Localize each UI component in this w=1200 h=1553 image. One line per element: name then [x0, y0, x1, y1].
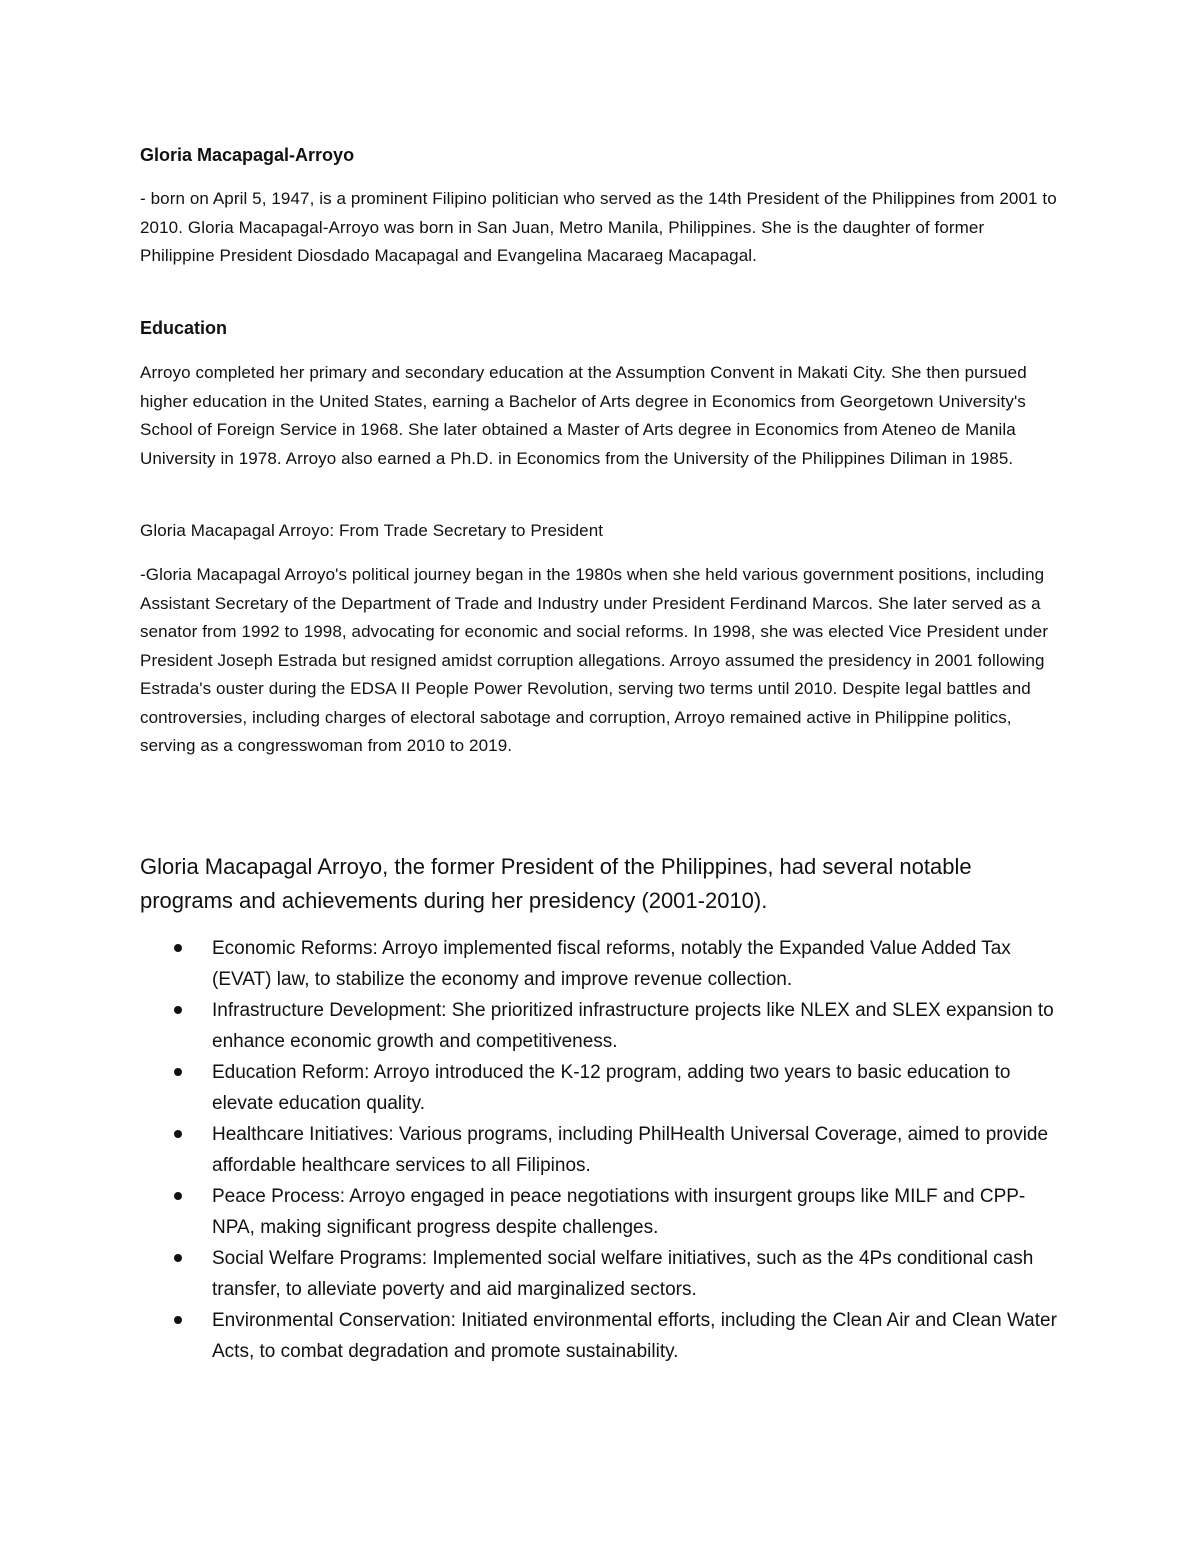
- document-title: Gloria Macapagal-Arroyo: [140, 145, 355, 165]
- programs-list: [140, 933, 1060, 1367]
- bullet-icon: [174, 1254, 182, 1262]
- bullet-icon: [174, 1192, 182, 1200]
- list-item: [140, 1119, 1060, 1181]
- bullet-icon: [174, 1316, 182, 1324]
- career-paragraph: -Gloria Macapagal Arroyo's political journey began in the 1980s when she held various government positions, including Assistant Secretary of the Department of Trade and Industry under President Ferdinand Marcos. She later served as a senator from 1992 to 1998, advocating for economic and social reforms. In 1998, she was elected Vice President under President Joseph Estrada but resigned amidst corruption allegations. Arroyo assumed the presidency in 2001 following Estrada's ouster during the EDSA II People Power Revolution, serving two terms until 2010. Despite legal battles and controversies, including charges of electoral sabotage and corruption, Arroyo remained active in Philippine politics, serving as a congresswoman from 2010 to 2019.: [140, 565, 1049, 755]
- programs-intro: Gloria Macapagal Arroyo, the former President of the Philippines, had several notable programs and achievements during her presidency (2001-2010).: [140, 854, 972, 913]
- education-paragraph: Arroyo completed her primary and secondary education at the Assumption Convent in Makati City. She then pursued higher education in the United States, earning a Bachelor of Arts degree in Economics from Georgetown University's School of Foreign Service in 1968. She later obtained a Master of Arts degree in Economics from Ateneo de Manila University in 1978. Arroyo also earned a Ph.D. in Economics from the University of the Philippines Diliman in 1985.: [140, 363, 1027, 468]
- list-item: [140, 995, 1060, 1057]
- list-item: [140, 1305, 1060, 1367]
- program-text: Environmental Conservation: Initiated environmental efforts, including the Clean Air and Clean Water Acts, to combat degradation and promote sustainability.: [212, 1310, 1057, 1362]
- program-text: Economic Reforms: Arroyo implemented fiscal reforms, notably the Expanded Value Added Tax (EVAT) law, to stabilize the economy and improve revenue collection.: [212, 938, 1011, 990]
- education-heading: Education: [140, 318, 228, 338]
- program-text: Healthcare Initiatives: Various programs, including PhilHealth Universal Coverage, aimed to provide affordable healthcare services to all Filipinos.: [212, 1124, 1049, 1176]
- program-text: Education Reform: Arroyo introduced the K-12 program, adding two years to basic education to elevate education quality.: [212, 1062, 1011, 1114]
- program-text: Social Welfare Programs: Implemented social welfare initiatives, such as the 4Ps conditional cash transfer, to alleviate poverty and aid marginalized sectors.: [212, 1248, 1034, 1300]
- intro-paragraph: - born on April 5, 1947, is a prominent Filipino politician who served as the 14th President of the Philippines from 2001 to 2010. Gloria Macapagal-Arroyo was born in San Juan, Metro Manila, Philippines. She is the daughter of former Philippine President Diosdado Macapagal and Evangelina Macaraeg Macapagal.: [140, 189, 1057, 265]
- bullet-icon: [174, 1006, 182, 1014]
- list-item: [140, 933, 1060, 995]
- career-heading: Gloria Macapagal Arroyo: From Trade Secretary to President: [140, 521, 604, 540]
- list-item: [140, 1057, 1060, 1119]
- bullet-icon: [174, 1068, 182, 1076]
- list-item: [140, 1243, 1060, 1305]
- program-text: Infrastructure Development: She prioritized infrastructure projects like NLEX and SLEX expansion to enhance economic growth and competitiveness.: [212, 1000, 1054, 1052]
- program-text: Peace Process: Arroyo engaged in peace negotiations with insurgent groups like MILF and CPP-NPA, making significant progress despite challenges.: [212, 1186, 1026, 1238]
- bullet-icon: [174, 944, 182, 952]
- list-item: [140, 1181, 1060, 1243]
- bullet-icon: [174, 1130, 182, 1138]
